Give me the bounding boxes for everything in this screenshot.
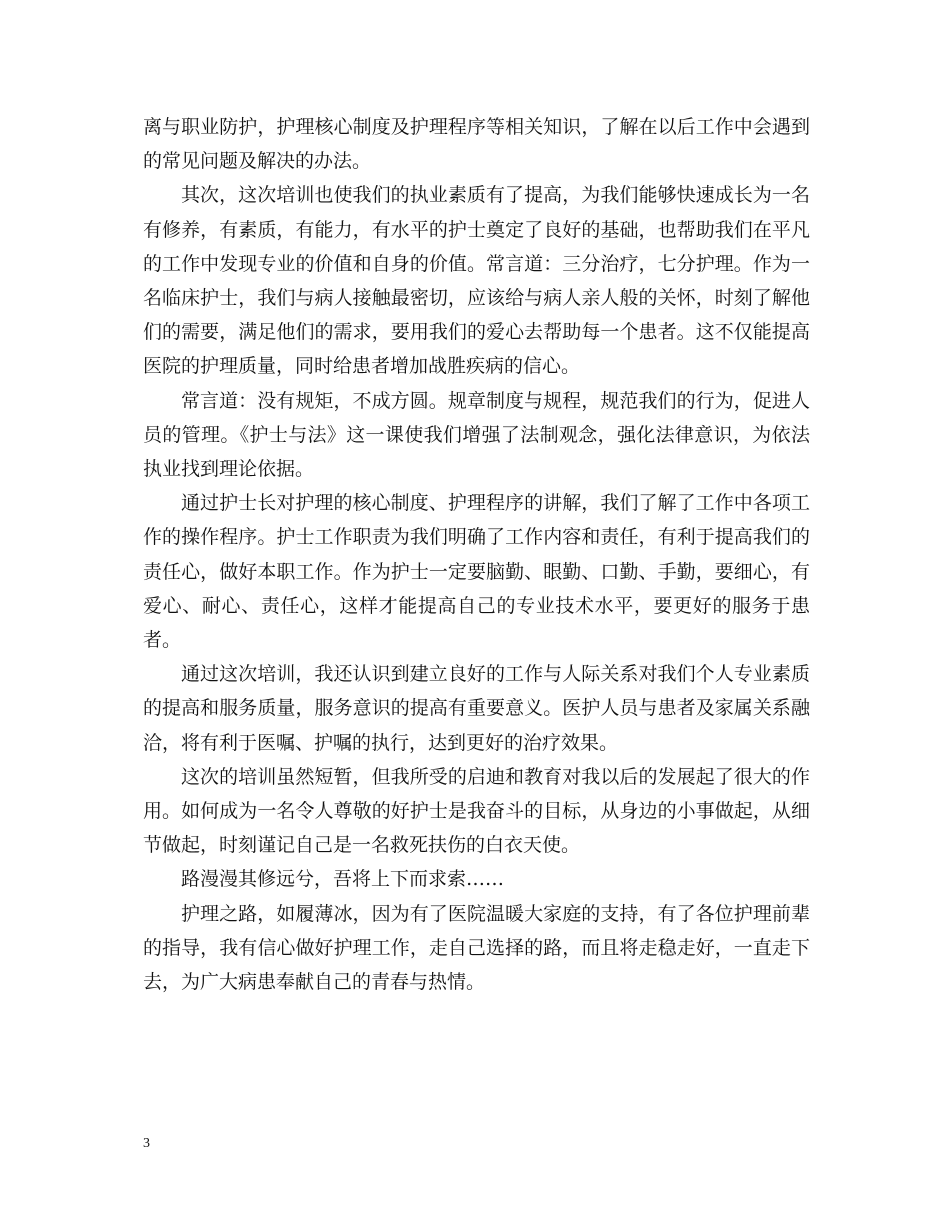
paragraph-6: 这次的培训虽然短暂，但我所受的启迪和教育对我以后的发展起了很大的作用。如何成为一名令人尊敬的好护士是我奋斗的目标，从身边的小事做起，从细节做起，时刻谨记自己是一名救死扶伤的白衣天使。 — [143, 765, 810, 857]
paragraph-5: 通过这次培训，我还认识到建立良好的工作与人际关系对我们个人专业素质的提高和服务质量，服务意识的提高有重要意义。医护人员与患者及家属关系融洽，将有利于医嘱、护嘱的执行，达到更好的治疗效果。 — [143, 663, 810, 754]
document-body — [143, 110, 810, 999]
page-number: 3 — [143, 1136, 150, 1151]
paragraph-1: 离与职业防护，护理核心制度及护理程序等相关知识，了解在以后工作中会遇到的常见问题及解决的办法。 — [143, 116, 810, 173]
paragraph-8: 护理之路，如履薄冰，因为有了医院温暖大家庭的支持，有了各位护理前辈的指导，我有信心做好护理工作，走自己选择的路，而且将走稳走好，一直走下去，为广大病患奉献自己的青春与热情。 — [143, 902, 810, 994]
paragraph-3: 常言道：没有规矩，不成方圆。规章制度与规程，规范我们的行为，促进人员的管理。《护士与法》这一课使我们增强了法制观念，强化法律意识，为依法执业找到理论依据。 — [143, 389, 810, 481]
paragraph-2: 其次，这次培训也使我们的执业素质有了提高，为我们能够快速成长为一名有修养，有素质，有能力，有水平的护士奠定了良好的基础，也帮助我们在平凡的工作中发现专业的价值和自身的价值。常言道：三分治疗，七分护理。作为一名临床护士，我们与病人接触最密切，应该给与病人亲人般的关怀，时刻了解他们的需要，满足他们的需求，要用我们的爱心去帮助每一个患者。这不仅能提高医院的护理质量，同时给患者增加战胜疾病的信心。 — [143, 184, 810, 378]
paragraph-7: 路漫漫其修远兮，吾将上下而求索…… — [181, 868, 505, 891]
paragraph-4: 通过护士长对护理的核心制度、护理程序的讲解，我们了解了工作中各项工作的操作程序。护士工作职责为我们明确了工作内容和责任，有利于提高我们的责任心，做好本职工作。作为护士一定要脑勤、眼勤、口勤、手勤，要细心，有爱心、耐心、责任心，这样才能提高自己的专业技术水平，要更好的服务于患者。 — [143, 492, 810, 652]
